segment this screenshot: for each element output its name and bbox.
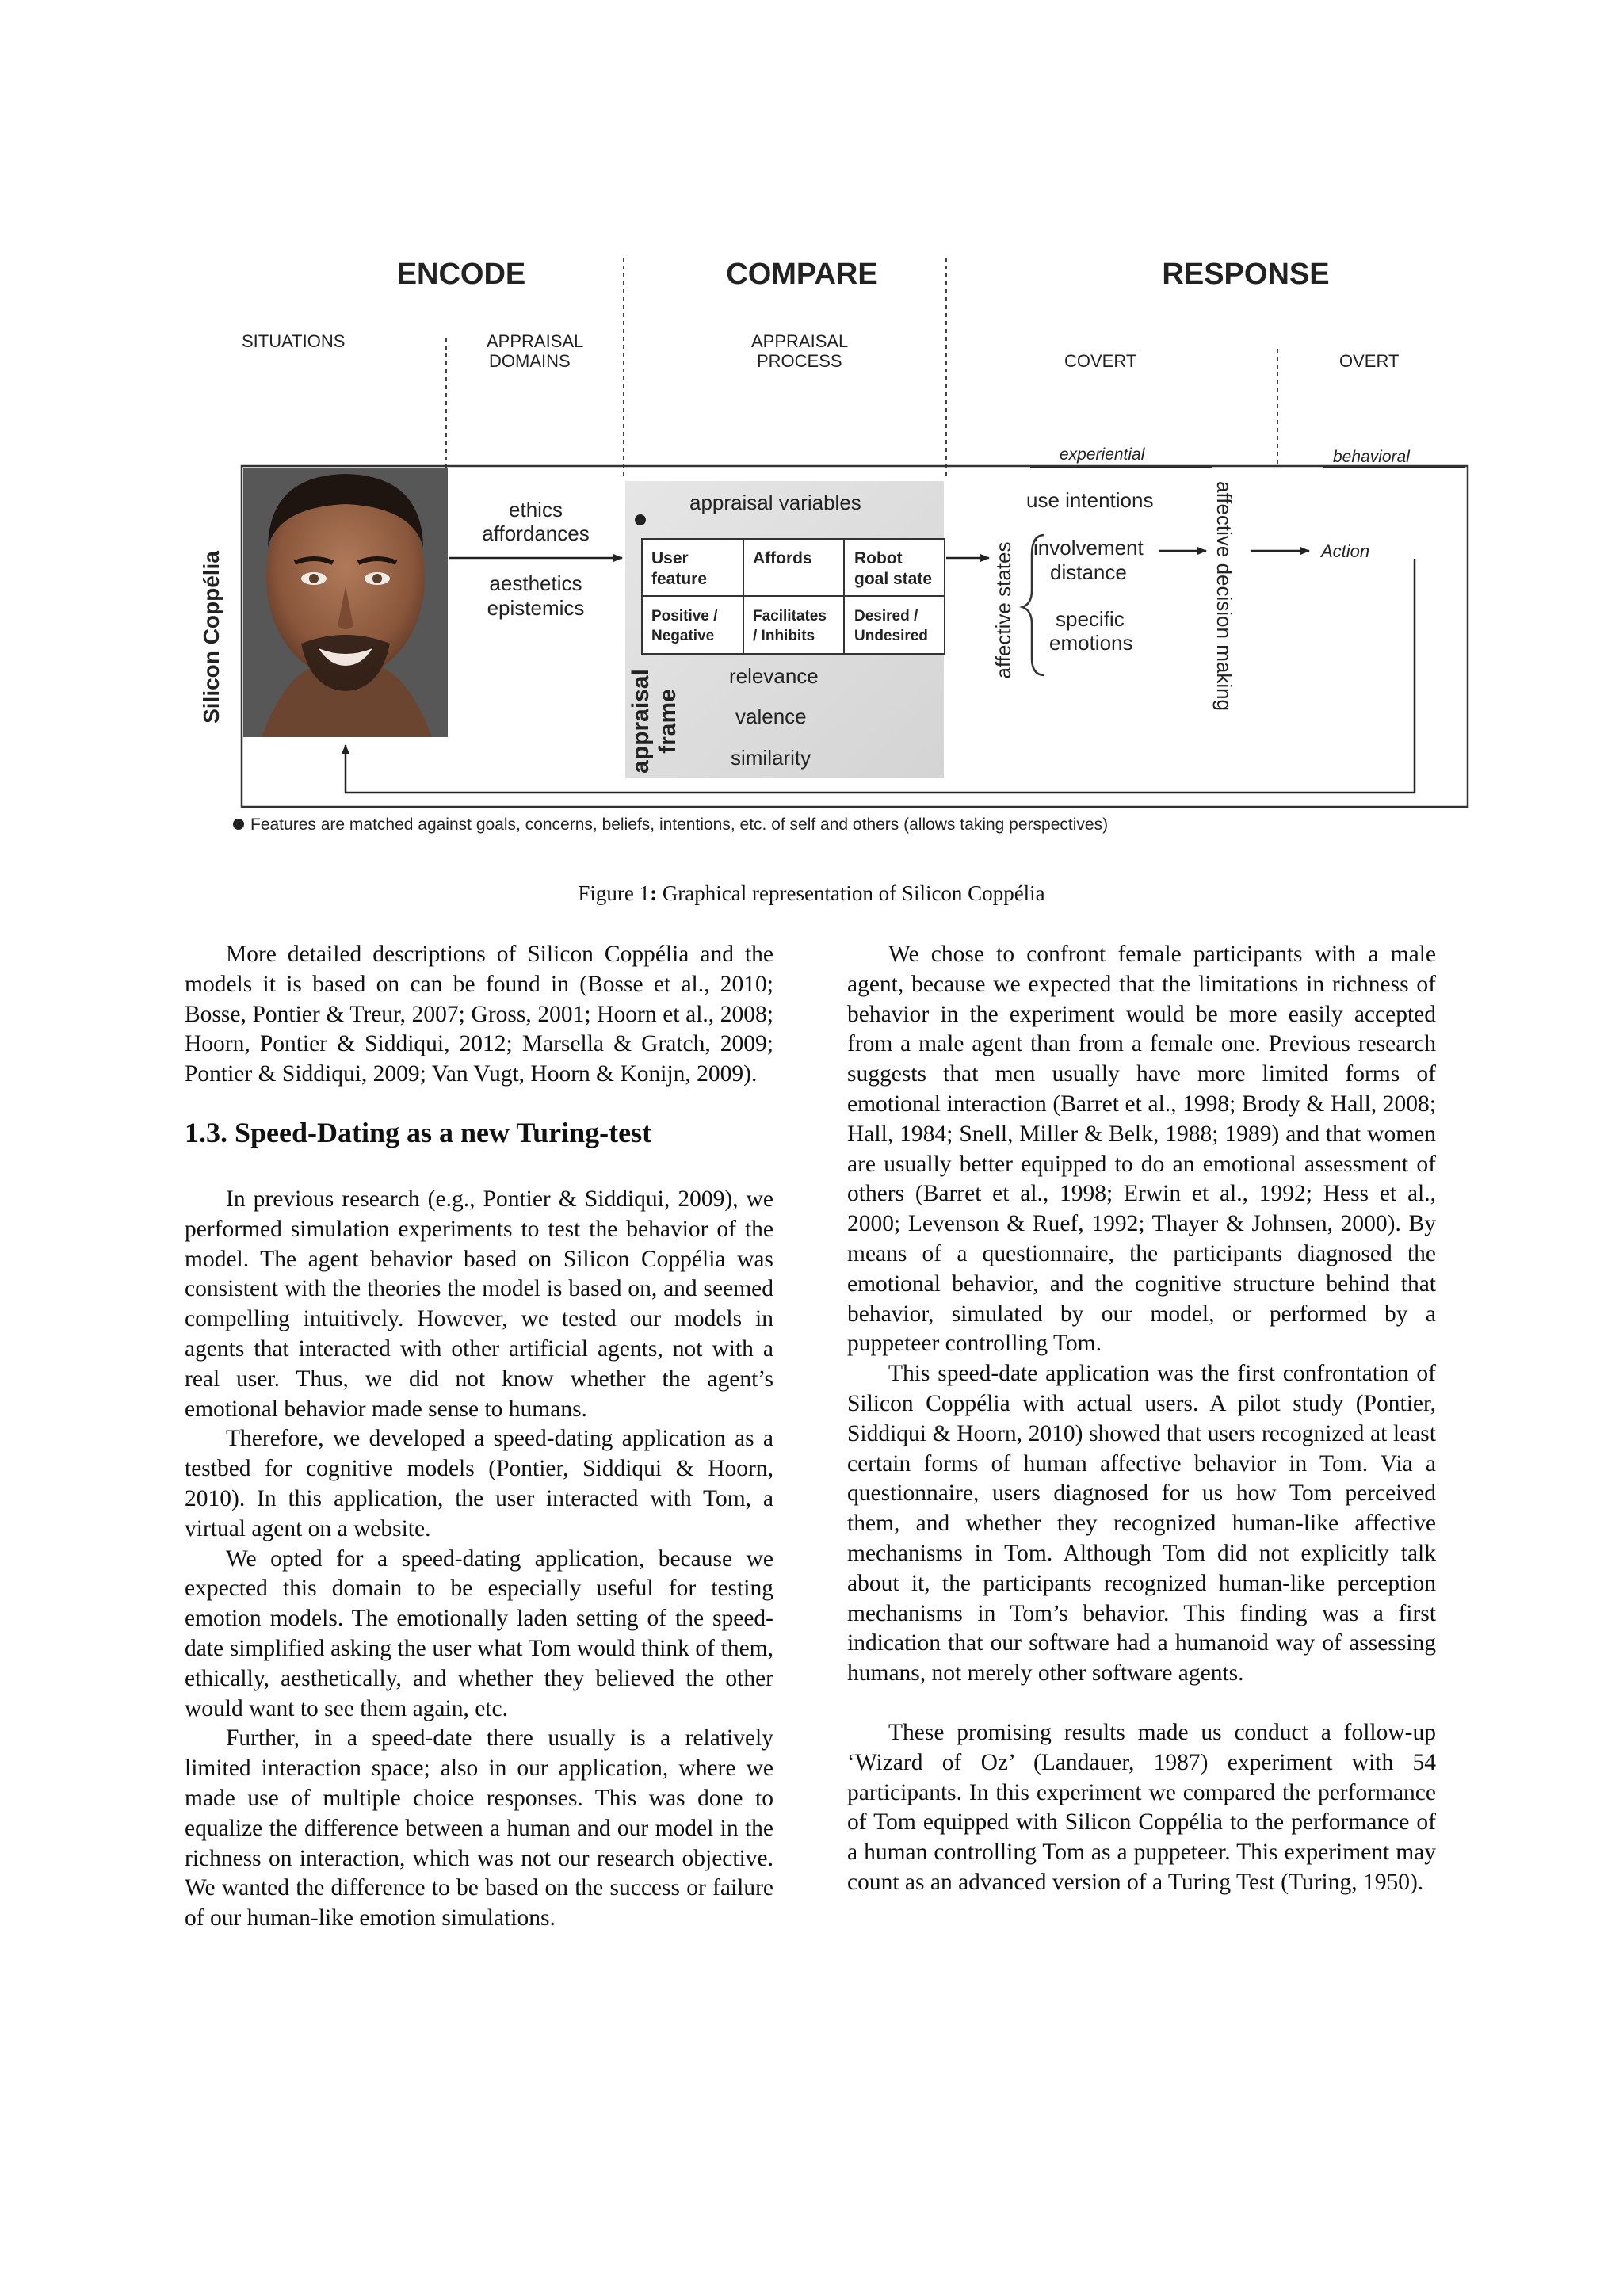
- table-cell: Desired /: [854, 608, 918, 625]
- paragraph: We chose to confront female participants with a male agent, because we expected that the limitations in richness of behavior in the experiment would be more easily accepted from a male agent than from a female one. Previous research suggests that men usually have more limited forms of emotional interaction (Barret et al., 1998; Brody & Hall, 2008; Hall, 1984; Snell, Miller & Belk, 1988; 1989) and that women are usually better equipped to do an emotional assessment of others (Barret et al., 1998; Erwin et al., 1992; Hess et al., 2000; Levenson & Ruef, 1992; Thayer & Johnsen, 2000). By means of a questionnaire, the participants diagnosed the emotional behavior, and the cognitive structure behind that behavior, simulated by our model, or performed by a puppeteer controlling Tom.: [847, 942, 1436, 1357]
- footnote-marker-icon: [635, 514, 646, 525]
- label-affective-states: affective states: [991, 541, 1015, 679]
- label-experiential: experiential: [1060, 445, 1145, 464]
- table-cell: / Inhibits: [753, 628, 815, 644]
- label-appraisal-frame: appraisal: [628, 669, 654, 774]
- paragraph: We opted for a speed-dating application, because we expected this domain to be especially useful for testing emotion models. The emotionally laden setting of the speed-date simplified asking the user what Tom would think of them, ethically, aesthetically, and whether they believed the other would want to see them again, etc.: [185, 1545, 773, 1721]
- label-silicon-coppelia: Silicon Coppélia: [199, 551, 223, 724]
- table-cell: goal state: [854, 570, 933, 588]
- subheader-overt: OVERT: [1339, 351, 1400, 371]
- table-cell: Undesired: [854, 628, 928, 644]
- table-cell: feature: [651, 570, 708, 588]
- table-cell: Negative: [651, 628, 715, 644]
- figure-footnote: Features are matched against goals, concerns, beliefs, intentions, etc. of self and others (allows taking perspectives): [250, 816, 1109, 834]
- subheader-appraisal-process: PROCESS: [757, 351, 842, 371]
- frame-item-similarity: similarity: [731, 746, 812, 770]
- section-heading: 1.3. Speed-Dating as a new Turing-test: [185, 1116, 652, 1148]
- domain-epistemics: epistemics: [487, 596, 585, 620]
- subheader-covert: COVERT: [1064, 351, 1137, 371]
- header-compare: COMPARE: [726, 258, 878, 291]
- label-behavioral: behavioral: [1333, 448, 1410, 466]
- table-cell: Positive /: [651, 608, 718, 625]
- table-cell: Robot: [854, 549, 903, 567]
- table-cell: Affords: [753, 549, 812, 567]
- header-encode: ENCODE: [396, 258, 526, 291]
- frame-item-valence: valence: [735, 705, 807, 728]
- table-cell: Facilitates: [753, 608, 827, 625]
- paragraph: Therefore, we developed a speed-dating application as a testbed for cognitive models (Pontier, Siddiqui & Hoorn, 2010). In this application, the user interacted with Tom, a virtual agent on a website.: [185, 1426, 773, 1541]
- covert-involvement: involvement: [1033, 536, 1144, 560]
- label-affective-decision-making: affective decision making: [1212, 481, 1236, 712]
- subheader-appraisal-domains: DOMAINS: [489, 351, 571, 371]
- covert-emotions: emotions: [1049, 631, 1133, 655]
- tom-face-image: [243, 468, 448, 737]
- caption-text: Graphical representation of Silicon Coppélia: [657, 881, 1045, 905]
- label-appraisal-frame: frame: [655, 689, 681, 754]
- paragraph: These promising results made us conduct a follow-up ‘Wizard of Oz’ (Landauer, 1987) experiment with 54 participants. In this experiment we compared the performance of Tom equipped with Silicon Coppélia to the performance of a human controlling Tom as a puppeteer. This experiment may count as an advanced version of a Turing Test (Turing, 1950).: [847, 1719, 1436, 1895]
- label-action: Action: [1321, 541, 1370, 561]
- left-column: [185, 940, 773, 1934]
- footnote-marker-icon: [233, 819, 244, 830]
- paragraph: More detailed descriptions of Silicon Coppélia and the models it is based on can be found in (Bosse et al., 2010; Bosse, Pontier & Treur, 2007; Gross, 2001; Hoorn et al., 2008; Hoorn, Pontier & Siddiqui, 2012; Marsella & Gratch, 2009; Pontier & Siddiqui, 2009; Van Vugt, Hoorn & Konijn, 2009).: [185, 942, 773, 1087]
- paragraph: In previous research (e.g., Pontier & Siddiqui, 2009), we performed simulation experiments to test the behavior of the model. The agent behavior based on Silicon Coppélia was consistent with the theories the model is based on, and seemed compelling intuitively. However, we tested our models in agents that interacted with other artificial agents, not with a real user. Thus, we did not know whether the agent’s emotional behavior made sense to humans.: [185, 1186, 773, 1422]
- caption-prefix: Figure 1: [578, 881, 651, 905]
- domain-aesthetics: aesthetics: [489, 571, 582, 595]
- covert-specific: specific: [1056, 607, 1125, 631]
- paragraph: This speed-date application was the first confrontation of Silicon Coppélia with actual users. A pilot study (Pontier, Siddiqui & Hoorn, 2010) showed that users recognized at least certain forms of human affective behavior in Tom. Via a questionnaire, users diagnosed for us how Tom perceived them, and whether they recognized human-like affective mechanisms in Tom. Although Tom did not explicitly talk about it, the participants recognized human-like perception mechanisms in Tom’s behavior. This finding was a first indication that our software had a humanoid way of assessing humans, not merely other software agents.: [847, 1361, 1436, 1687]
- subheader-appraisal-domains: APPRAISAL: [487, 331, 584, 351]
- silicon-coppelia-figure: [0, 0, 1623, 864]
- domain-ethics: ethics: [509, 498, 563, 521]
- table-cell: User: [651, 549, 689, 567]
- caption-colon: :: [650, 881, 658, 905]
- right-column: [847, 940, 1436, 1898]
- covert-distance: distance: [1050, 560, 1127, 584]
- header-response: RESPONSE: [1162, 258, 1330, 291]
- figure-caption: [0, 881, 1623, 906]
- paragraph: Further, in a speed-date there usually is a relatively limited interaction space; also in our application, where we made use of multiple choice responses. This was done to equalize the difference between a human and our model in the richness on interaction, which was not our research objective. We wanted the difference to be based on the success or failure of our human-like emotion simulations.: [185, 1725, 773, 1931]
- subheader-situations: SITUATIONS: [242, 331, 346, 351]
- appraisal-variables-title: appraisal variables: [689, 491, 861, 514]
- subheader-appraisal-process: APPRAISAL: [751, 331, 849, 351]
- domain-affordances: affordances: [482, 521, 590, 545]
- covert-use-intentions: use intentions: [1026, 488, 1154, 512]
- frame-item-relevance: relevance: [729, 664, 819, 688]
